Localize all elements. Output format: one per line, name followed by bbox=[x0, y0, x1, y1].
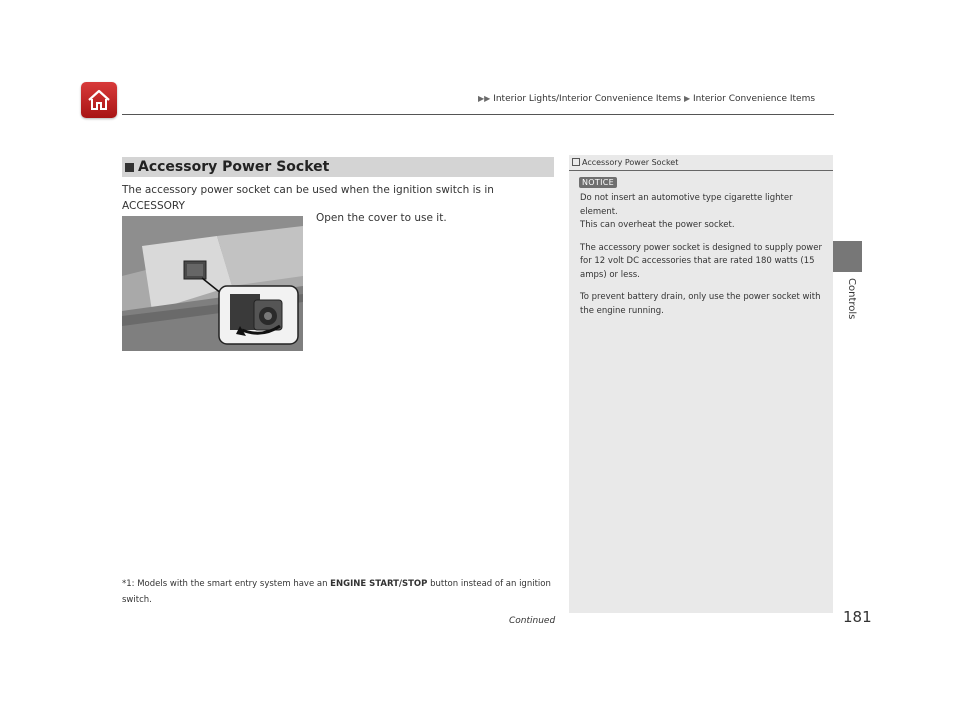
breadcrumb-arrow-icon: ▶▶ bbox=[478, 94, 491, 103]
header-rule bbox=[122, 114, 834, 115]
page-number: 181 bbox=[843, 608, 872, 626]
open-cover-text: Open the cover to use it. bbox=[316, 212, 447, 224]
home-button[interactable] bbox=[81, 82, 117, 118]
section-tab-label: Controls bbox=[846, 278, 857, 320]
sidebar-p1: Do not insert an automotive type cigarette lighter element. bbox=[580, 193, 793, 217]
footnote-prefix: *1: Models with the smart entry system have an bbox=[122, 579, 331, 589]
breadcrumb-link-interior-lights[interactable]: Interior Lights/Interior Convenience Items bbox=[493, 94, 682, 104]
section-tab[interactable] bbox=[833, 241, 862, 272]
heading-square-icon bbox=[125, 163, 134, 172]
sidebar-rule bbox=[569, 170, 833, 171]
sidebar-title-text: Accessory Power Socket bbox=[582, 158, 679, 167]
breadcrumb bbox=[478, 94, 815, 104]
home-icon bbox=[86, 88, 112, 112]
sidebar-p2: The accessory power socket is designed to supply power for 12 volt DC accessories that are rated 180 watts (15 amps) or less. bbox=[580, 242, 822, 280]
notice-badge: NOTICE bbox=[579, 177, 617, 188]
footnote-suffix: button instead of an ignition switch. bbox=[122, 579, 551, 605]
intro-text: The accessory power socket can be used when the ignition switch is in ACCESSORY bbox=[122, 184, 494, 212]
section-title: Accessory Power Socket bbox=[138, 159, 330, 175]
sidebar-ref-icon bbox=[572, 158, 580, 166]
breadcrumb-arrow-icon: ▶ bbox=[683, 94, 691, 103]
footnote-bold: ENGINE START/STOP bbox=[330, 579, 428, 589]
sidebar-p1b: This can overheat the power socket. bbox=[580, 220, 735, 230]
continued-label: Continued bbox=[509, 616, 556, 626]
breadcrumb-current: Interior Convenience Items bbox=[693, 94, 816, 104]
sidebar-p3: To prevent battery drain, only use the power socket with the engine running. bbox=[580, 292, 821, 316]
power-socket-illustration bbox=[122, 216, 303, 351]
sidebar-title bbox=[572, 158, 678, 167]
section-heading bbox=[122, 157, 554, 177]
footnote bbox=[122, 576, 562, 608]
sidebar-text bbox=[580, 192, 825, 327]
